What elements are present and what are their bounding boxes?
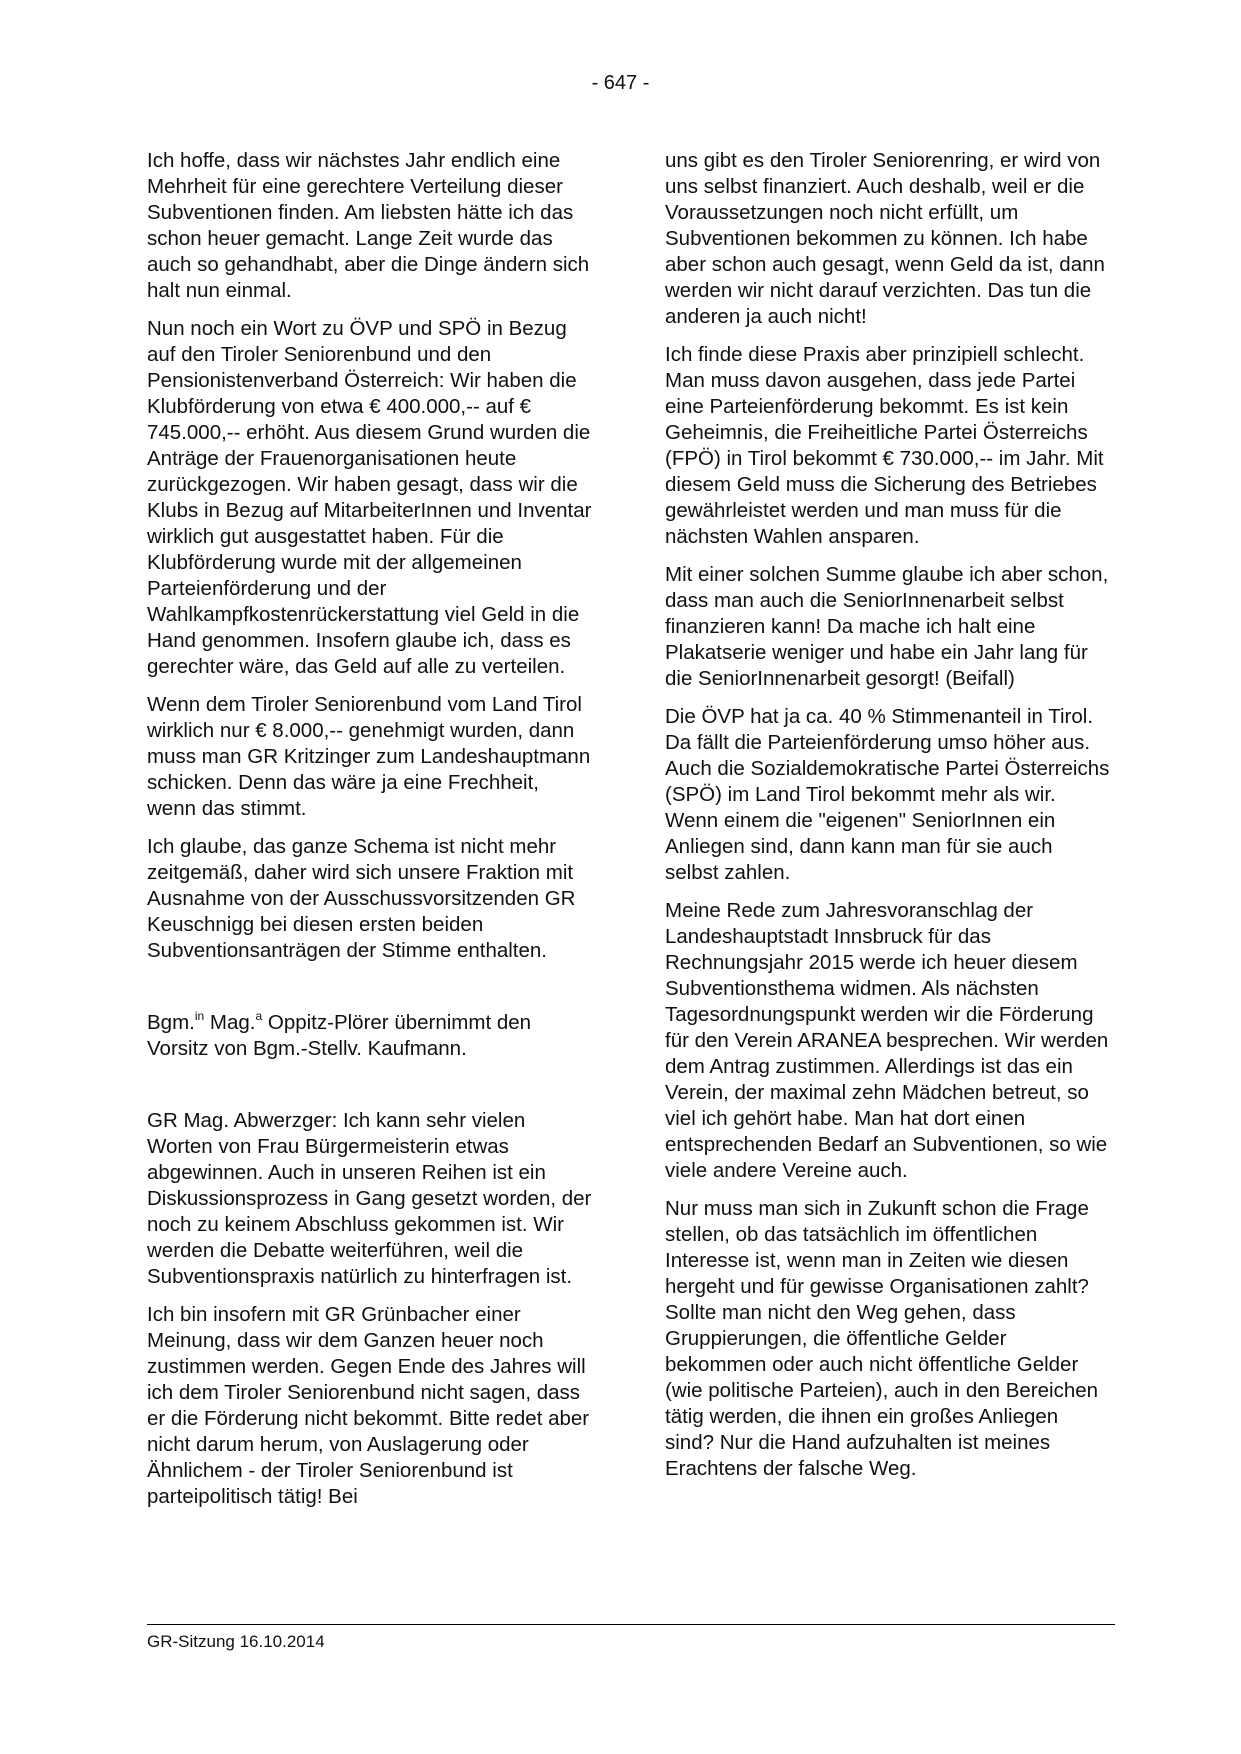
- paragraph: Ich hoffe, dass wir nächstes Jahr endlich eine Mehrheit für eine gerechtere Verteilung dieser Subventionen finden. Am liebsten hätte ich das schon heuer gemacht. Lange Zeit wurde das auch so gehandhabt, aber die Dinge ändern sich halt nun einmal.: [147, 149, 590, 302]
- chair-note-superscript: in: [194, 1009, 205, 1023]
- chair-note-text: Mag.: [204, 1011, 256, 1034]
- paragraph: Ich finde diese Praxis aber prinzipiell schlecht. Man muss davon ausgehen, dass jede Partei eine Parteienförderung bekommt. Es ist kein Geheimnis, die Freiheitliche Partei Österreichs (FPÖ) in Tirol bekommt € 730.000,-- im Jahr. Mit diesem Geld muss die Sicherung des Betriebes gewährleistet werden und man muss für die nächsten Wahlen ansparen.: [665, 343, 1104, 548]
- paragraph: Mit einer solchen Summe glaube ich aber schon, dass man auch die SeniorInnenarbeit selbst finanzieren kann! Da mache ich halt eine Plakatserie weniger und habe ein Jahr lang für die SeniorInnenarbeit gesorgt! (Beifall): [665, 563, 1109, 690]
- footer-divider: [147, 1624, 1115, 1625]
- paragraph: Wenn dem Tiroler Seniorenbund vom Land Tirol wirklich nur € 8.000,-- genehmigt wurden, dann muss man GR Kritzinger zum Landeshauptmann schicken. Denn das wäre ja eine Frechheit, wenn das stimmt.: [147, 693, 591, 820]
- right-column: [665, 148, 1110, 1494]
- left-column: [147, 148, 592, 1522]
- chair-note-text: Oppitz-Plörer übernimmt den Vorsitz von Bgm.-Stellv. Kaufmann.: [147, 1011, 532, 1060]
- page-number: - 647 -: [591, 72, 650, 94]
- paragraph: Ich bin insofern mit GR Grünbacher einer Meinung, dass wir dem Ganzen heuer noch zustimmen werden. Gegen Ende des Jahres will ich dem Tiroler Seniorenbund nicht sagen, dass er die Förderung nicht bekommt. Bitte redet aber nicht darum herum, von Auslagerung oder Ähnlichem - der Tiroler Seniorenbund ist parteipolitisch tätig! Bei: [147, 1303, 590, 1508]
- paragraph: Ich glaube, das ganze Schema ist nicht mehr zeitgemäß, daher wird sich unsere Fraktion mit Ausnahme von der Ausschussvorsitzenden GR Keuschnigg bei diesen ersten beiden Subventionsanträgen der Stimme enthalten.: [147, 835, 576, 962]
- footer-session-date: GR-Sitzung 16.10.2014: [147, 1632, 325, 1651]
- paragraph: Nun noch ein Wort zu ÖVP und SPÖ in Bezug auf den Tiroler Seniorenbund und den Pensionistenverband Österreich: Wir haben die Klubförderung von etwa € 400.000,-- auf € 745.000,-- erhöht. Aus diesem Grund wurden die Anträge der Frauenorganisationen heute zurückgezogen. Wir haben gesagt, dass wir die Klubs in Bezug auf MitarbeiterInnen und Inventar wirklich gut ausgestattet haben. Für die Klubförderung wurde mit der allgemeinen Parteienförderung und der Wahlkampfkostenrückerstattung viel Geld in die Hand genommen. Insofern glaube ich, dass es gerechter wäre, das Geld auf alle zu verteilen.: [147, 317, 592, 678]
- chair-change-note: [147, 1010, 592, 1062]
- paragraph: Meine Rede zum Jahresvoranschlag der Landeshauptstadt Innsbruck für das Rechnungsjahr 2015 werde ich heuer diesem Subventionsthema widmen. Als nächsten Tagesordnungspunkt werden wir die Förderung für den Verein ARANEA besprechen. Wir werden dem Antrag zustimmen. Allerdings ist das ein Verein, der maximal zehn Mädchen betreut, so viel ich gehört habe. Man hat dort einen entsprechenden Bedarf an Subventionen, so wie viele andere Vereine auch.: [665, 899, 1109, 1182]
- paragraph: GR Mag. Abwerzger: Ich kann sehr vielen Worten von Frau Bürgermeisterin etwas abgewinnen. Auch in unseren Reihen ist ein Diskussionsprozess in Gang gesetzt worden, der noch zu keinem Abschluss gekommen ist. Wir werden die Debatte weiterführen, weil die Subventionspraxis natürlich zu hinterfragen ist.: [147, 1109, 592, 1288]
- paragraph: Nur muss man sich in Zukunft schon die Frage stellen, ob das tatsächlich im öffentlichen Interesse ist, wenn man in Zeiten wie diesen hergeht und für gewisse Organisationen zahlt? Sollte man nicht den Weg gehen, dass Gruppierungen, die öffentliche Gelder bekommen oder auch nicht öffentliche Gelder (wie politische Parteien), auch in den Bereichen tätig werden, die ihnen ein großes Anliegen sind? Nur die Hand aufzuhalten ist meines Erachtens der falsche Weg.: [665, 1197, 1099, 1480]
- chair-note-superscript: a: [255, 1009, 263, 1023]
- paragraph: uns gibt es den Tiroler Seniorenring, er wird von uns selbst finanziert. Auch deshalb, weil er die Voraussetzungen noch nicht erfüllt, um Subventionen bekommen zu können. Ich habe aber schon auch gesagt, wenn Geld da ist, dann werden wir nicht darauf verzichten. Das tun die anderen ja auch nicht!: [665, 149, 1105, 328]
- paragraph: Die ÖVP hat ja ca. 40 % Stimmenanteil in Tirol. Da fällt die Parteienförderung umso höher aus. Auch die Sozialdemokratische Partei Österreichs (SPÖ) im Land Tirol bekommt mehr als wir. Wenn einem die "eigenen" SeniorInnen ein Anliegen sind, dann kann man für sie auch selbst zahlen.: [665, 705, 1110, 884]
- chair-note-text: Bgm.: [147, 1011, 195, 1034]
